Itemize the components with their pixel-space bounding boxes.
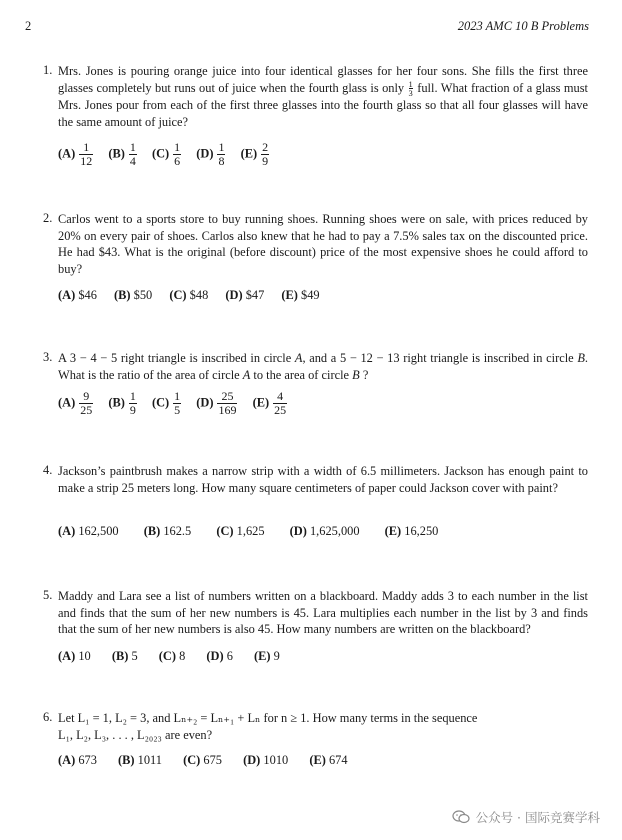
choice-b[interactable]: (B) $\frac{1}{9}$ xyxy=(108,389,136,417)
choice-a[interactable]: (A) $46 xyxy=(58,288,97,302)
choice-e[interactable]: (E) 9 xyxy=(254,649,280,663)
choice-b[interactable]: (B) 1011 xyxy=(118,753,162,767)
problem-number: 6. xyxy=(43,710,53,724)
answer-choices xyxy=(58,649,294,664)
problem-text: Jackson’s paintbrush makes a narrow strip with a width of 6.5 millimeters. Jackson has enough paint to make a strip 25 meters long. How many square centimeters of paper could Jackson cover with paint? xyxy=(58,464,588,495)
choice-d[interactable]: (D) $\frac{25}{169}$ xyxy=(196,389,237,417)
choice-c[interactable]: (C) 1,625 xyxy=(216,524,265,538)
choice-b[interactable]: (B) $50 xyxy=(114,288,153,302)
choice-a[interactable]: (A) 10 xyxy=(58,649,91,663)
problem-number: 5. xyxy=(43,588,53,602)
problem-text: A 3 − 4 − 5 right triangle is inscribed in circle A, and a 5 − 12 − 13 right triangle is inscribed in circle B. What is the ratio of the area of circle A to the area of circle B ? xyxy=(58,351,588,382)
answer-choices xyxy=(58,753,362,768)
choice-d[interactable]: (D) 1010 xyxy=(243,753,289,767)
choice-e[interactable]: (E) 674 xyxy=(309,753,348,767)
problem-text: Carlos went to a sports store to buy running shoes. Running shoes were on sale, with prices reduced by 20% on every pair of shoes. Carlos also knew that he had to pay a 7.5% sales tax on the discounted price. He had $43. What is the original (before discount) price of the most expensive shoes he could afford to buy? xyxy=(58,212,588,276)
wechat-icon xyxy=(452,810,470,824)
answer-choices xyxy=(58,524,452,539)
page-header: 2023 AMC 10 B Problems xyxy=(457,19,589,33)
choice-d[interactable]: (D) 6 xyxy=(206,649,233,663)
watermark-text: 公众号 · 国际竞赛学科 xyxy=(475,810,600,825)
choice-e[interactable]: (E) $\frac{2}{9}$ xyxy=(240,140,269,168)
choice-b[interactable]: (B) 162.5 xyxy=(143,524,192,538)
inline-fraction: $\frac{1}{3}$ xyxy=(408,79,413,99)
choice-a[interactable]: (A) $\frac{1}{12}$ xyxy=(58,140,93,168)
problem-text: Let L₁ = 1, L₂ = 3, and Lₙ₊₂ = Lₙ₊₁ + Lₙ for n ≥ 1. How many terms in the sequence L₁, L₂, L₃, . . . , L₂₀₂₃ are even? xyxy=(58,711,478,742)
problem-number: 1. xyxy=(43,63,53,77)
answer-choices xyxy=(58,141,281,168)
problem-text: Mrs. Jones is pouring orange juice into four identical glasses for her four sons. She fills the first three glasses completely but runs out of juice when the fourth glass is only $\frac{1}{3}$ full. What fraction of a glass must Mrs. Jones pour from each of the first three glasses into the fourth glass so that all four glasses will have the same amount of juice? xyxy=(58,64,588,129)
choice-c[interactable]: (C) $\frac{1}{5}$ xyxy=(151,389,181,417)
choice-a[interactable]: (A) $\frac{9}{25}$ xyxy=(58,389,93,417)
choice-d[interactable]: (D) $47 xyxy=(225,288,265,302)
choice-c[interactable]: (C) $48 xyxy=(169,288,209,302)
choice-d[interactable]: (D) $\frac{1}{8}$ xyxy=(196,140,225,168)
choice-c[interactable]: (C) 675 xyxy=(183,753,222,767)
choice-b[interactable]: (B) 5 xyxy=(111,649,138,663)
watermark xyxy=(452,808,600,826)
choice-c[interactable]: (C) 8 xyxy=(158,649,186,663)
page-number: 2 xyxy=(25,19,32,33)
choice-b[interactable]: (B) $\frac{1}{4}$ xyxy=(108,140,136,168)
problem-text: Maddy and Lara see a list of numbers written on a blackboard. Maddy adds 3 to each number in the list and finds that the sum of her new numbers is 45. Lara multiplies each number in the list by 3 and finds that the sum of her new numbers is also 45. How many numbers are written on the blackboard? xyxy=(58,589,588,636)
choice-e[interactable]: (E) 16,250 xyxy=(384,524,439,538)
choice-d[interactable]: (D) 1,625,000 xyxy=(289,524,360,538)
problem-number: 4. xyxy=(43,463,53,477)
choice-a[interactable]: (A) 673 xyxy=(58,753,97,767)
problem-number: 3. xyxy=(43,350,53,364)
choice-c[interactable]: (C) $\frac{1}{6}$ xyxy=(151,140,181,168)
answer-choices xyxy=(58,288,334,303)
problem-number: 2. xyxy=(43,211,53,225)
answer-choices xyxy=(58,390,299,417)
choice-e[interactable]: (E) $49 xyxy=(281,288,320,302)
choice-e[interactable]: (E) $\frac{4}{25}$ xyxy=(252,389,287,417)
choice-a[interactable]: (A) 162,500 xyxy=(58,524,119,538)
